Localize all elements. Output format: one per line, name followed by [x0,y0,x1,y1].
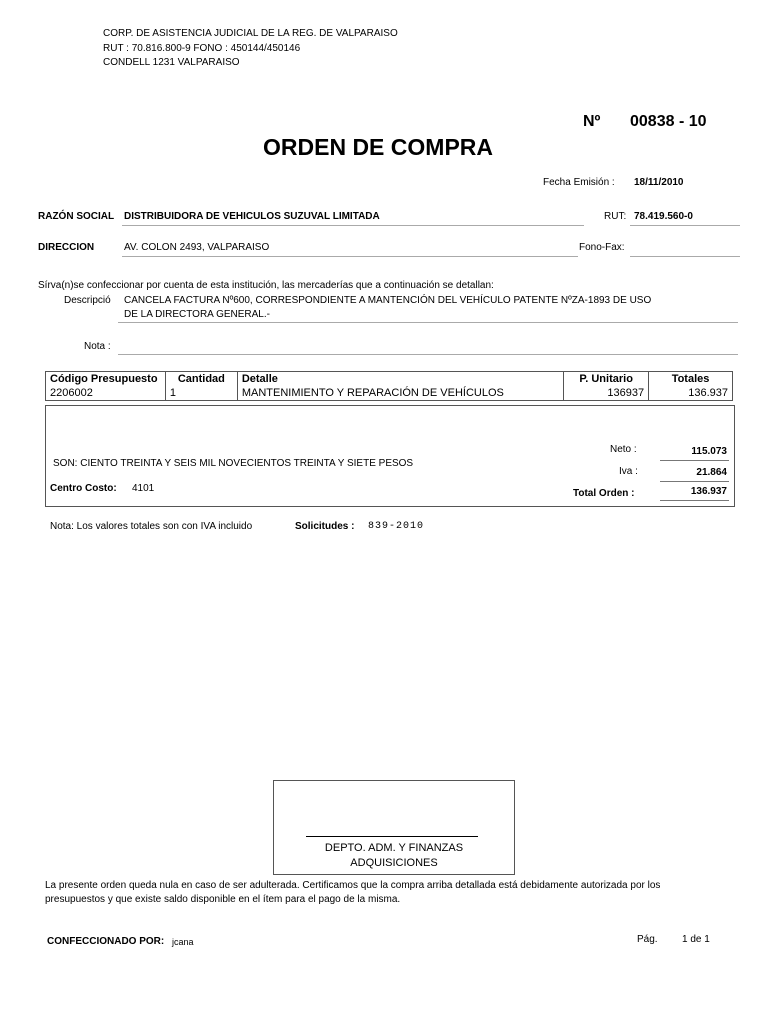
header-cantidad: Cantidad [165,372,237,387]
signature-dept: DEPTO. ADM. Y FINANZAS [324,842,464,854]
header-detalle: Detalle [237,372,563,387]
neto-label: Neto : [610,444,637,455]
items-table [45,371,733,401]
direccion-label: DIRECCION [38,242,95,253]
total-underline [660,500,729,501]
page-number: 1 de 1 [682,934,710,945]
rut-value: 78.419.560-0 [634,211,693,222]
total-orden-value: 136.937 [690,486,727,497]
order-number: 00838 - 10 [630,113,707,130]
fecha-label: Fecha Emisión : [543,177,615,188]
neto-underline [660,460,729,461]
header-p-unitario: P. Unitario [564,372,649,387]
signature-section: ADQUISICIONES [350,857,438,869]
header-codigo: Código Presupuesto [46,372,166,387]
nota-underline [118,354,738,355]
direccion-underline [122,256,578,257]
intro-text: Sírva(n)se confeccionar por cuenta de esta institución, las mercaderías que a continuación se detallan: [38,280,494,291]
fecha-value: 18/11/2010 [634,177,684,188]
solicitudes-label: Solicitudes : [295,521,355,532]
iva-note: Nota: Los valores totales son con IVA incluido [50,521,253,532]
table-row [46,386,733,401]
org-name: CORP. DE ASISTENCIA JUDICIAL DE LA REG. DE VALPARAISO [103,28,398,39]
iva-value: 21.864 [696,467,727,478]
rut-label: RUT: [604,211,627,222]
rut-underline [630,225,740,226]
descripcion-line-2: DE LA DIRECTORA GENERAL.- [124,309,270,320]
cell-cantidad: 1 [165,386,237,401]
iva-underline [660,481,729,482]
razon-social-label: RAZÓN SOCIAL [38,211,115,222]
header-totales: Totales [649,372,733,387]
centro-costo-label: Centro Costo: [50,483,117,494]
page-label: Pág. [637,934,658,945]
cell-codigo: 2206002 [46,386,166,401]
iva-label: Iva : [619,466,638,477]
confeccionado-label: CONFECCIONADO POR: [47,936,165,947]
total-orden-label: Total Orden : [573,488,635,499]
razon-social-value: DISTRIBUIDORA DE VEHICULOS SUZUVAL LIMITADA [124,211,380,222]
cell-detalle: MANTENIMIENTO Y REPARACIÓN DE VEHÍCULOS [237,386,563,401]
descripcion-underline [118,322,738,323]
descripcion-line-1: CANCELA FACTURA Nº600, CORRESPONDIENTE A MANTENCIÓN DEL VEHÍCULO PATENTE NºZA-1893 DE USO [124,295,652,306]
org-address: CONDELL 1231 VALPARAISO [103,57,240,68]
cell-totales: 136.937 [649,386,733,401]
centro-costo-value: 4101 [132,483,155,494]
nota-label: Nota : [84,341,111,352]
fono-underline [630,256,740,257]
order-number-label: Nº [583,113,601,130]
table-header-row [46,372,733,387]
cell-p-unitario: 136937 [564,386,649,401]
disclaimer-line-1: La presente orden queda nula en caso de ser adulterada. Certificamos que la compra arriba detallada está debidamente autorizada por los [45,880,661,891]
amount-in-words: SON: CIENTO TREINTA Y SEIS MIL NOVECIENTOS TREINTA Y SIETE PESOS [53,458,414,469]
neto-value: 115.073 [691,446,727,457]
solicitudes-value: 839-2010 [368,521,425,532]
razon-social-underline [122,225,584,226]
org-rut-phone: RUT : 70.816.800-9 FONO : 450144/450146 [103,43,301,54]
direccion-value: AV. COLON 2493, VALPARAISO [124,242,270,253]
signature-line [306,836,478,837]
descripcion-label: Descripció [64,295,111,306]
disclaimer-line-2: presupuestos y que existe saldo disponible en el ítem para el pago de la misma. [45,894,401,905]
page-title: ORDEN DE COMPRA [263,134,494,160]
fono-label: Fono-Fax: [579,242,625,253]
confeccionado-value: jcana [172,937,194,947]
